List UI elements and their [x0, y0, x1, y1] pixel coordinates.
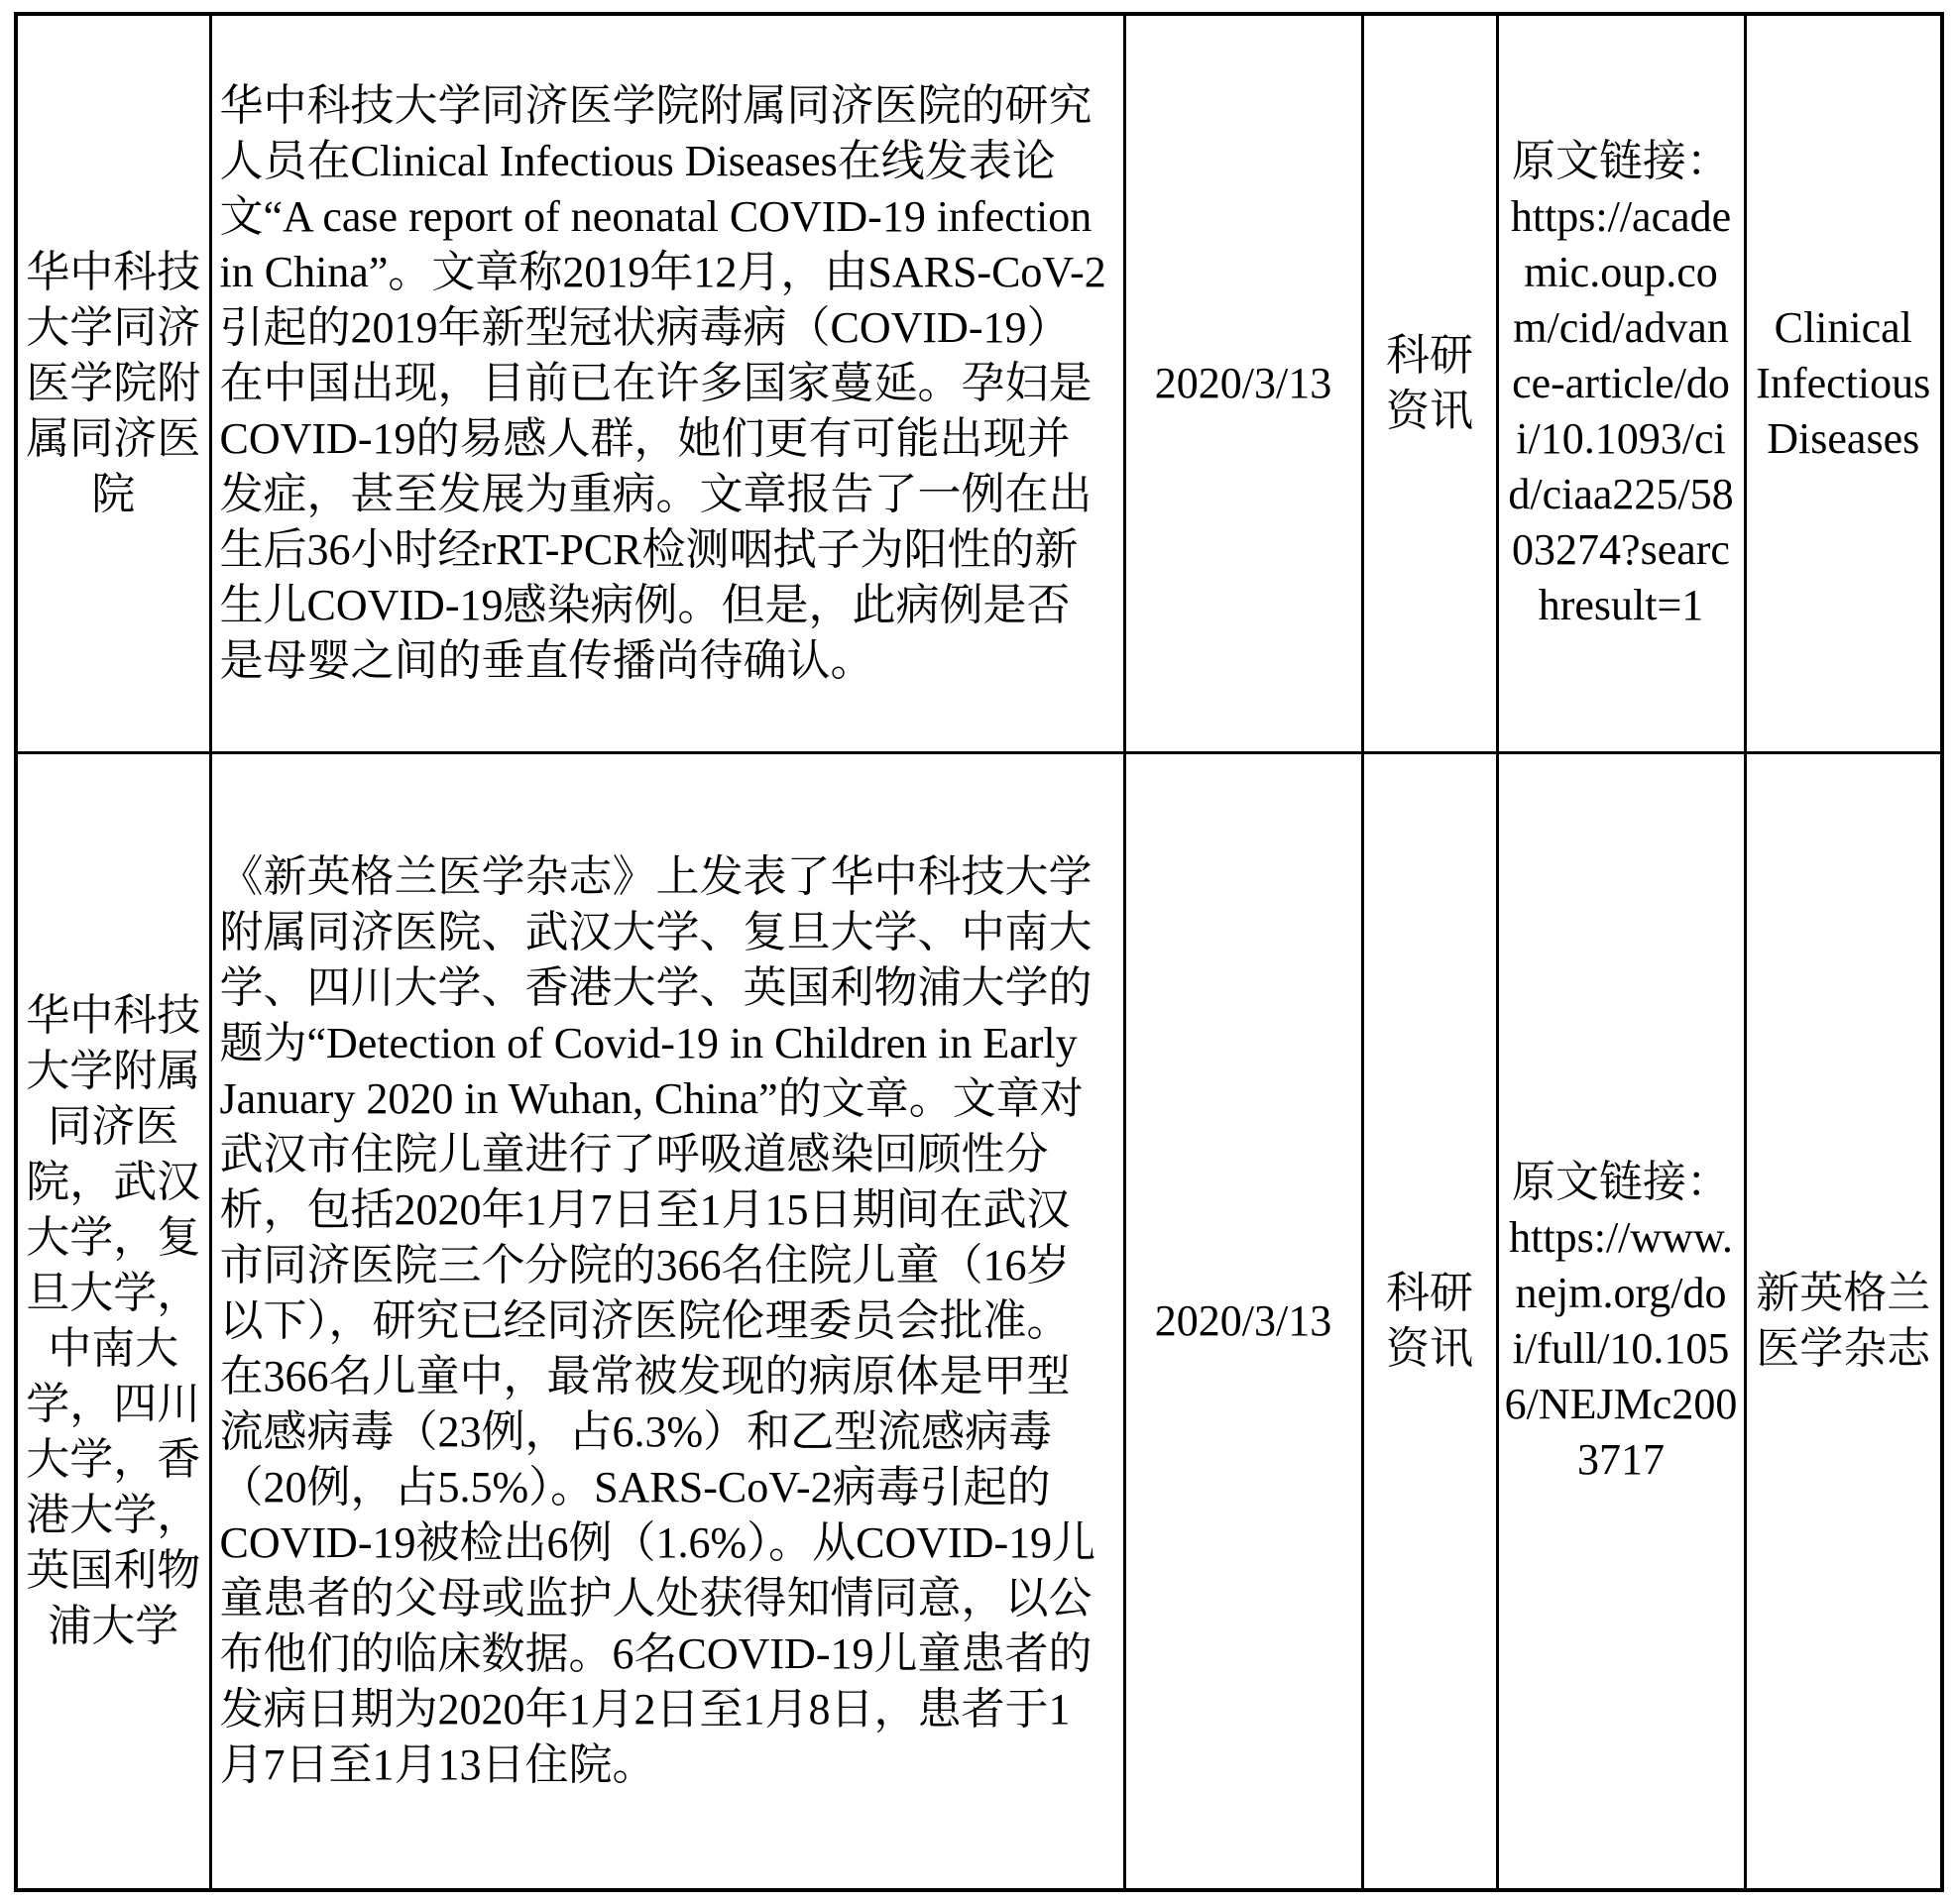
category-cell: 科研资讯 — [1362, 752, 1497, 1890]
link-label: 原文链接： — [1512, 1157, 1730, 1206]
summary-cell: 华中科技大学同济医学院附属同济医院的研究人员在Clinical Infectious Diseases在线发表论文“A case report of neonatal COVID-19 infection in China”。文章称2019年12月，由SARS-CoV-2引起的2019年新型冠状病毒病（COVID-19）在中国出现，目前已在许多国家蔓延。孕妇是COVID-19的易感人群，她们更有可能出现并发症，甚至发展为重病。文章报告了一例在出生后36小时经rRT-PCR检测咽拭子为阳性的新生儿COVID-19感染病例。但是，此病例是否是母婴之间的垂直传播尚待确认。 — [210, 14, 1124, 752]
link-cell — [1497, 14, 1745, 752]
institution-cell: 华中科技大学同济医学院附属同济医院 — [16, 14, 210, 752]
link-cell — [1497, 752, 1745, 1890]
category-cell: 科研资讯 — [1362, 14, 1497, 752]
journal-cell: 新英格兰医学杂志 — [1745, 752, 1942, 1890]
date-cell: 2020/3/13 — [1124, 752, 1362, 1890]
summary-cell: 《新英格兰医学杂志》上发表了华中科技大学附属同济医院、武汉大学、复旦大学、中南大学、四川大学、香港大学、英国利物浦大学的题为“Detection of Covid-19 in Children in Early January 2020 in Wuhan, China”的文章。文章对武汉市住院儿童进行了呼吸道感染回顾性分析，包括2020年1月7日至1月15日期间在武汉市同济医院三个分院的366名住院儿童（16岁以下），研究已经同济医院伦理委员会批准。在366名儿童中，最常被发现的病原体是甲型流感病毒（23例，占6.3%）和乙型流感病毒（20例，占5.5%）。SARS-CoV-2病毒引起的COVID-19被检出6例（1.6%）。从COVID-19儿童患者的父母或监护人处获得知情同意，以公布他们的临床数据。6名COVID-19儿童患者的发病日期为2020年1月2日至1月8日，患者于1月7日至1月13日住院。 — [210, 752, 1124, 1890]
news-table — [14, 12, 1944, 1892]
link-label: 原文链接： — [1512, 136, 1730, 185]
institution-cell: 华中科技大学附属同济医院，武汉大学，复旦大学，中南大学，四川大学，香港大学，英国利物浦大学 — [16, 752, 210, 1890]
date-cell: 2020/3/13 — [1124, 14, 1362, 752]
link-url: https://academic.oup.com/cid/advance-article/doi/10.1093/cid/ciaa225/5803274?searchresult=1 — [1508, 191, 1734, 629]
table-row — [16, 14, 1942, 752]
journal-cell: Clinical Infectious Diseases — [1745, 14, 1942, 752]
link-url: https://www.nejm.org/doi/full/10.1056/NEJMc2003717 — [1504, 1212, 1738, 1484]
table-row — [16, 752, 1942, 1890]
